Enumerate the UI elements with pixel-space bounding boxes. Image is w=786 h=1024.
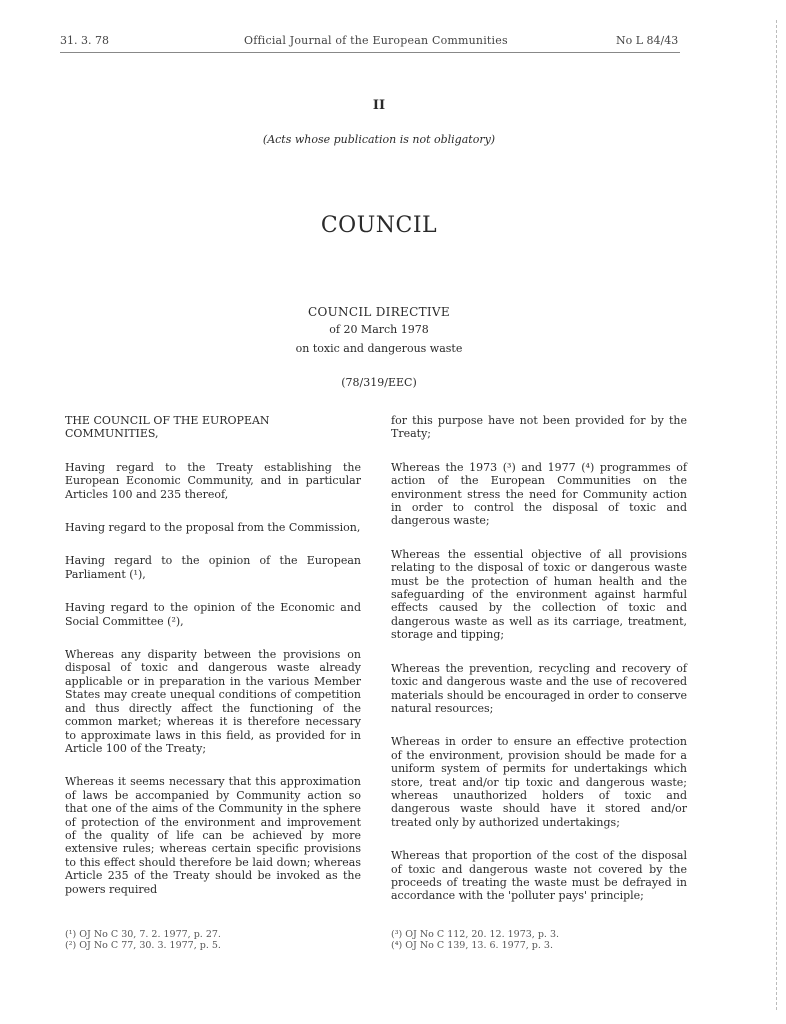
directive-reference: (78/319/EEC) <box>341 376 417 389</box>
recital-paragraph: Having regard to the opinion of the European Parliament (¹), <box>65 554 361 581</box>
recital-paragraph: Having regard to the opinion of the Economic and Social Committee (²), <box>65 601 361 628</box>
part-subtitle: (Acts whose publication is not obligatory) <box>262 133 496 146</box>
directive-subject: on toxic and dangerous waste <box>295 342 463 355</box>
footnote: (¹) OJ No C 30, 7. 2. 1977, p. 27. <box>65 929 221 940</box>
recital-paragraph: for this purpose have not been provided for by the Treaty; <box>391 414 687 441</box>
header-reference: No L 84/43 <box>616 34 679 47</box>
recital-paragraph: Whereas any disparity between the provisions on disposal of toxic and dangerous waste already applicable or in preparation in the various Member States may create unequal conditions of competition and thus directly affect the functioning of the common market; whereas it is therefore necessary to approximate laws in this field, as provided for in Article 100 of the Treaty; <box>65 648 361 755</box>
footnotes-left <box>65 930 221 951</box>
recital-paragraph: THE COUNCIL OF THE EUROPEAN COMMUNITIES, <box>65 414 270 441</box>
footnote: (³) OJ No C 112, 20. 12. 1973, p. 3. <box>391 929 560 940</box>
footnotes-right <box>391 930 559 951</box>
recital-paragraph: Whereas the prevention, recycling and recovery of toxic and dangerous waste and the use of recovered materials should be encouraged in order to conserve natural resources; <box>391 661 687 715</box>
recital-paragraph: Whereas in order to ensure an effective protection of the environment, provision should be made for a uniform system of permits for undertakings which store, treat and/or tip toxic and dangerous waste; whereas unauthorized holders of toxic and dangerous waste should have it stored and/or treated only by authorized undertakings; <box>391 735 687 829</box>
recital-paragraph: Having regard to the Treaty establishing the European Economic Community, and in particular Articles 100 and 235 thereof, <box>65 460 361 501</box>
right-column <box>391 414 687 923</box>
scan-edge <box>776 20 777 1010</box>
directive-title: COUNCIL DIRECTIVE <box>308 305 450 319</box>
header-journal-title: Official Journal of the European Communities <box>244 34 508 47</box>
left-column <box>65 414 361 916</box>
part-number: II <box>372 98 386 113</box>
directive-date: of 20 March 1978 <box>329 323 429 336</box>
header-rule <box>60 52 680 53</box>
footnote: (²) OJ No C 77, 30. 3. 1977, p. 5. <box>65 939 221 951</box>
recital-paragraph: Whereas that proportion of the cost of the disposal of toxic and dangerous waste not covered by the proceeds of treating the waste must be defrayed in accordance with the 'polluter pays' principle; <box>391 849 687 903</box>
recital-paragraph: Whereas the essential objective of all provisions relating to the disposal of toxic or dangerous waste must be the protection of human health and the safeguarding of the environment against harmful effects caused by the collection of toxic and dangerous waste as well as its carriage, treatment, storage and tipping; <box>391 547 687 642</box>
recital-paragraph: Whereas it seems necessary that this approximation of laws be accompanied by Community action so that one of the aims of the Community in the sphere of protection of the environment and improvement of the quality of life can be achieved by more extensive rules; whereas certain specific provisions to this effect should therefore be laid down; whereas Article 235 of the Treaty should be invoked as the powers required <box>65 775 361 896</box>
header-date: 31. 3. 78 <box>60 34 109 47</box>
recital-paragraph: Having regard to the proposal from the Commission, <box>65 521 361 535</box>
institution-heading: COUNCIL <box>320 213 438 238</box>
footnote: (⁴) OJ No C 139, 13. 6. 1977, p. 3. <box>391 939 553 951</box>
recital-paragraph: Whereas the 1973 (³) and 1977 (⁴) programmes of action of the European Communities on the environment stress the need for Community action in order to control the disposal of toxic and dangerous waste; <box>391 460 687 528</box>
